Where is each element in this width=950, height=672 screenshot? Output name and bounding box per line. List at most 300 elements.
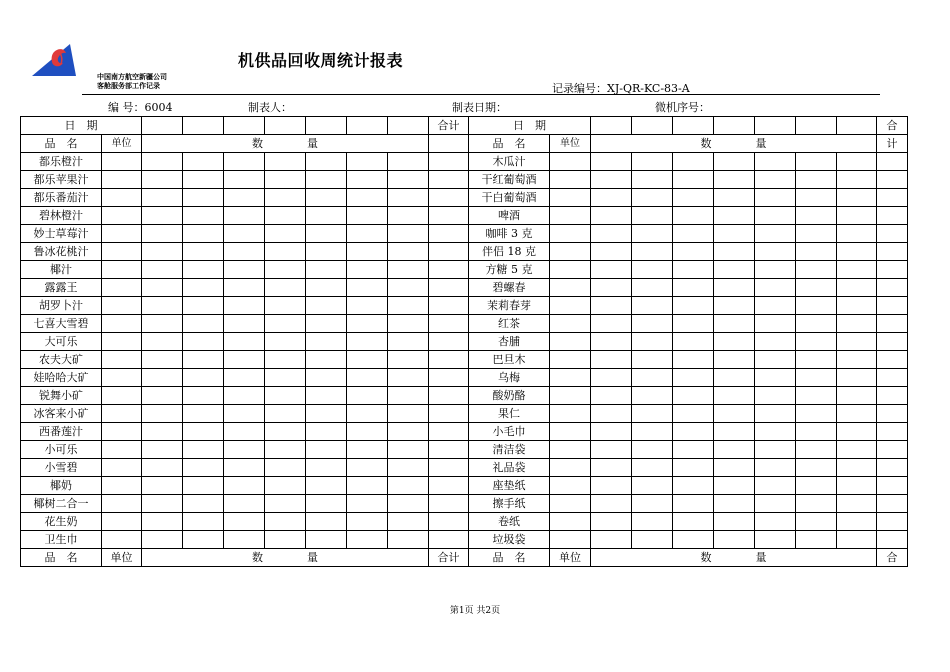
quantity-cell[interactable] — [591, 315, 632, 333]
quantity-cell[interactable] — [796, 513, 837, 531]
quantity-cell[interactable] — [347, 387, 388, 405]
quantity-cell[interactable] — [224, 243, 265, 261]
quantity-cell[interactable] — [347, 171, 388, 189]
unit-cell[interactable] — [550, 459, 591, 477]
quantity-cell[interactable] — [755, 495, 796, 513]
total-cell[interactable] — [877, 369, 908, 387]
quantity-cell[interactable] — [796, 423, 837, 441]
unit-cell[interactable] — [550, 189, 591, 207]
quantity-cell[interactable] — [347, 279, 388, 297]
quantity-cell[interactable] — [142, 279, 183, 297]
quantity-cell[interactable] — [632, 351, 673, 369]
quantity-cell[interactable] — [755, 441, 796, 459]
quantity-cell[interactable] — [796, 243, 837, 261]
quantity-cell[interactable] — [632, 297, 673, 315]
quantity-cell[interactable] — [714, 369, 755, 387]
quantity-cell[interactable] — [796, 207, 837, 225]
quantity-cell[interactable] — [673, 297, 714, 315]
quantity-cell[interactable] — [224, 297, 265, 315]
unit-cell[interactable] — [550, 315, 591, 333]
quantity-cell[interactable] — [796, 351, 837, 369]
quantity-cell[interactable] — [306, 279, 347, 297]
quantity-cell[interactable] — [632, 207, 673, 225]
unit-cell[interactable] — [102, 513, 142, 531]
quantity-cell[interactable] — [837, 171, 877, 189]
quantity-cell[interactable] — [632, 387, 673, 405]
total-cell[interactable] — [877, 261, 908, 279]
unit-cell[interactable] — [102, 189, 142, 207]
quantity-cell[interactable] — [837, 441, 877, 459]
quantity-cell[interactable] — [837, 243, 877, 261]
quantity-cell[interactable] — [183, 369, 224, 387]
quantity-cell[interactable] — [265, 225, 306, 243]
quantity-cell[interactable] — [632, 423, 673, 441]
quantity-cell[interactable] — [306, 513, 347, 531]
quantity-cell[interactable] — [796, 459, 837, 477]
quantity-cell[interactable] — [265, 315, 306, 333]
quantity-cell[interactable] — [714, 189, 755, 207]
quantity-cell[interactable] — [224, 459, 265, 477]
quantity-cell[interactable] — [388, 153, 429, 171]
quantity-cell[interactable] — [632, 531, 673, 549]
quantity-cell[interactable] — [714, 333, 755, 351]
quantity-cell[interactable] — [265, 189, 306, 207]
quantity-cell[interactable] — [183, 423, 224, 441]
total-cell[interactable] — [877, 279, 908, 297]
quantity-cell[interactable] — [347, 297, 388, 315]
quantity-cell[interactable] — [591, 423, 632, 441]
quantity-cell[interactable] — [265, 441, 306, 459]
quantity-cell[interactable] — [837, 477, 877, 495]
quantity-cell[interactable] — [632, 369, 673, 387]
quantity-cell[interactable] — [673, 261, 714, 279]
quantity-cell[interactable] — [142, 171, 183, 189]
quantity-cell[interactable] — [714, 207, 755, 225]
quantity-cell[interactable] — [347, 243, 388, 261]
quantity-cell[interactable] — [142, 513, 183, 531]
quantity-cell[interactable] — [388, 297, 429, 315]
quantity-cell[interactable] — [673, 171, 714, 189]
quantity-cell[interactable] — [224, 441, 265, 459]
quantity-cell[interactable] — [673, 315, 714, 333]
quantity-cell[interactable] — [796, 369, 837, 387]
total-cell[interactable] — [877, 153, 908, 171]
quantity-cell[interactable] — [265, 459, 306, 477]
quantity-cell[interactable] — [591, 297, 632, 315]
unit-cell[interactable] — [550, 495, 591, 513]
quantity-cell[interactable] — [347, 189, 388, 207]
total-cell[interactable] — [877, 333, 908, 351]
quantity-cell[interactable] — [306, 387, 347, 405]
quantity-cell[interactable] — [796, 261, 837, 279]
unit-cell[interactable] — [550, 477, 591, 495]
quantity-cell[interactable] — [591, 243, 632, 261]
total-cell[interactable] — [429, 153, 469, 171]
date-cell[interactable] — [347, 117, 388, 135]
total-cell[interactable] — [429, 261, 469, 279]
quantity-cell[interactable] — [755, 189, 796, 207]
quantity-cell[interactable] — [632, 225, 673, 243]
unit-cell[interactable] — [102, 261, 142, 279]
quantity-cell[interactable] — [388, 423, 429, 441]
total-cell[interactable] — [429, 531, 469, 549]
total-cell[interactable] — [429, 279, 469, 297]
total-cell[interactable] — [877, 189, 908, 207]
quantity-cell[interactable] — [142, 153, 183, 171]
quantity-cell[interactable] — [265, 171, 306, 189]
quantity-cell[interactable] — [183, 297, 224, 315]
quantity-cell[interactable] — [183, 189, 224, 207]
quantity-cell[interactable] — [591, 459, 632, 477]
quantity-cell[interactable] — [183, 477, 224, 495]
quantity-cell[interactable] — [837, 423, 877, 441]
quantity-cell[interactable] — [265, 387, 306, 405]
quantity-cell[interactable] — [388, 351, 429, 369]
quantity-cell[interactable] — [755, 351, 796, 369]
total-cell[interactable] — [877, 243, 908, 261]
date-cell[interactable] — [142, 117, 183, 135]
quantity-cell[interactable] — [837, 189, 877, 207]
quantity-cell[interactable] — [388, 387, 429, 405]
quantity-cell[interactable] — [306, 423, 347, 441]
unit-cell[interactable] — [550, 531, 591, 549]
quantity-cell[interactable] — [755, 153, 796, 171]
quantity-cell[interactable] — [347, 369, 388, 387]
quantity-cell[interactable] — [632, 153, 673, 171]
quantity-cell[interactable] — [347, 513, 388, 531]
quantity-cell[interactable] — [796, 171, 837, 189]
quantity-cell[interactable] — [224, 387, 265, 405]
unit-cell[interactable] — [550, 243, 591, 261]
total-cell[interactable] — [877, 441, 908, 459]
quantity-cell[interactable] — [265, 513, 306, 531]
quantity-cell[interactable] — [265, 531, 306, 549]
quantity-cell[interactable] — [224, 477, 265, 495]
quantity-cell[interactable] — [388, 495, 429, 513]
total-cell[interactable] — [877, 477, 908, 495]
quantity-cell[interactable] — [347, 207, 388, 225]
unit-cell[interactable] — [102, 495, 142, 513]
total-cell[interactable] — [877, 387, 908, 405]
quantity-cell[interactable] — [591, 189, 632, 207]
quantity-cell[interactable] — [673, 441, 714, 459]
quantity-cell[interactable] — [837, 261, 877, 279]
quantity-cell[interactable] — [632, 405, 673, 423]
quantity-cell[interactable] — [714, 315, 755, 333]
quantity-cell[interactable] — [142, 243, 183, 261]
quantity-cell[interactable] — [796, 531, 837, 549]
quantity-cell[interactable] — [673, 225, 714, 243]
total-cell[interactable] — [429, 297, 469, 315]
quantity-cell[interactable] — [183, 531, 224, 549]
quantity-cell[interactable] — [755, 243, 796, 261]
quantity-cell[interactable] — [714, 477, 755, 495]
quantity-cell[interactable] — [591, 441, 632, 459]
unit-cell[interactable] — [102, 153, 142, 171]
quantity-cell[interactable] — [183, 279, 224, 297]
quantity-cell[interactable] — [306, 225, 347, 243]
quantity-cell[interactable] — [388, 333, 429, 351]
quantity-cell[interactable] — [388, 225, 429, 243]
total-cell[interactable] — [429, 333, 469, 351]
quantity-cell[interactable] — [673, 477, 714, 495]
date-cell[interactable] — [183, 117, 224, 135]
quantity-cell[interactable] — [755, 423, 796, 441]
quantity-cell[interactable] — [142, 333, 183, 351]
quantity-cell[interactable] — [183, 351, 224, 369]
quantity-cell[interactable] — [755, 279, 796, 297]
quantity-cell[interactable] — [714, 297, 755, 315]
quantity-cell[interactable] — [224, 225, 265, 243]
quantity-cell[interactable] — [306, 459, 347, 477]
unit-cell[interactable] — [550, 333, 591, 351]
quantity-cell[interactable] — [265, 261, 306, 279]
quantity-cell[interactable] — [142, 297, 183, 315]
quantity-cell[interactable] — [142, 189, 183, 207]
quantity-cell[interactable] — [714, 423, 755, 441]
quantity-cell[interactable] — [142, 261, 183, 279]
quantity-cell[interactable] — [224, 531, 265, 549]
quantity-cell[interactable] — [591, 261, 632, 279]
quantity-cell[interactable] — [142, 315, 183, 333]
quantity-cell[interactable] — [183, 207, 224, 225]
quantity-cell[interactable] — [673, 495, 714, 513]
quantity-cell[interactable] — [347, 315, 388, 333]
quantity-cell[interactable] — [837, 495, 877, 513]
quantity-cell[interactable] — [714, 459, 755, 477]
date-cell[interactable] — [632, 117, 673, 135]
quantity-cell[interactable] — [796, 189, 837, 207]
quantity-cell[interactable] — [632, 333, 673, 351]
quantity-cell[interactable] — [632, 243, 673, 261]
quantity-cell[interactable] — [632, 171, 673, 189]
quantity-cell[interactable] — [755, 225, 796, 243]
quantity-cell[interactable] — [388, 369, 429, 387]
unit-cell[interactable] — [550, 297, 591, 315]
quantity-cell[interactable] — [755, 207, 796, 225]
unit-cell[interactable] — [550, 225, 591, 243]
quantity-cell[interactable] — [837, 153, 877, 171]
quantity-cell[interactable] — [306, 153, 347, 171]
quantity-cell[interactable] — [265, 351, 306, 369]
quantity-cell[interactable] — [796, 333, 837, 351]
quantity-cell[interactable] — [142, 495, 183, 513]
quantity-cell[interactable] — [673, 531, 714, 549]
quantity-cell[interactable] — [306, 189, 347, 207]
quantity-cell[interactable] — [224, 189, 265, 207]
quantity-cell[interactable] — [306, 495, 347, 513]
quantity-cell[interactable] — [224, 405, 265, 423]
unit-cell[interactable] — [550, 351, 591, 369]
quantity-cell[interactable] — [265, 369, 306, 387]
date-cell[interactable] — [306, 117, 347, 135]
total-cell[interactable] — [429, 477, 469, 495]
quantity-cell[interactable] — [224, 369, 265, 387]
quantity-cell[interactable] — [265, 243, 306, 261]
total-cell[interactable] — [429, 405, 469, 423]
quantity-cell[interactable] — [224, 495, 265, 513]
quantity-cell[interactable] — [388, 531, 429, 549]
quantity-cell[interactable] — [714, 513, 755, 531]
quantity-cell[interactable] — [837, 279, 877, 297]
unit-cell[interactable] — [102, 351, 142, 369]
quantity-cell[interactable] — [265, 279, 306, 297]
quantity-cell[interactable] — [388, 171, 429, 189]
quantity-cell[interactable] — [755, 477, 796, 495]
quantity-cell[interactable] — [142, 207, 183, 225]
quantity-cell[interactable] — [632, 513, 673, 531]
quantity-cell[interactable] — [714, 531, 755, 549]
total-cell[interactable] — [429, 513, 469, 531]
quantity-cell[interactable] — [755, 405, 796, 423]
total-cell[interactable] — [877, 297, 908, 315]
quantity-cell[interactable] — [347, 441, 388, 459]
quantity-cell[interactable] — [306, 207, 347, 225]
quantity-cell[interactable] — [347, 351, 388, 369]
quantity-cell[interactable] — [796, 297, 837, 315]
quantity-cell[interactable] — [347, 153, 388, 171]
quantity-cell[interactable] — [837, 387, 877, 405]
total-cell[interactable] — [877, 207, 908, 225]
total-cell[interactable] — [429, 207, 469, 225]
quantity-cell[interactable] — [388, 477, 429, 495]
quantity-cell[interactable] — [591, 387, 632, 405]
quantity-cell[interactable] — [591, 225, 632, 243]
quantity-cell[interactable] — [183, 171, 224, 189]
quantity-cell[interactable] — [632, 441, 673, 459]
quantity-cell[interactable] — [224, 315, 265, 333]
unit-cell[interactable] — [102, 423, 142, 441]
quantity-cell[interactable] — [388, 243, 429, 261]
quantity-cell[interactable] — [306, 333, 347, 351]
unit-cell[interactable] — [550, 207, 591, 225]
quantity-cell[interactable] — [673, 243, 714, 261]
quantity-cell[interactable] — [142, 405, 183, 423]
quantity-cell[interactable] — [224, 279, 265, 297]
quantity-cell[interactable] — [183, 225, 224, 243]
total-cell[interactable] — [877, 315, 908, 333]
quantity-cell[interactable] — [632, 279, 673, 297]
total-cell[interactable] — [877, 351, 908, 369]
total-cell[interactable] — [877, 531, 908, 549]
unit-cell[interactable] — [550, 153, 591, 171]
quantity-cell[interactable] — [837, 225, 877, 243]
unit-cell[interactable] — [102, 405, 142, 423]
quantity-cell[interactable] — [755, 369, 796, 387]
total-cell[interactable] — [877, 495, 908, 513]
quantity-cell[interactable] — [142, 351, 183, 369]
total-cell[interactable] — [429, 243, 469, 261]
quantity-cell[interactable] — [632, 315, 673, 333]
total-cell[interactable] — [429, 369, 469, 387]
quantity-cell[interactable] — [714, 261, 755, 279]
quantity-cell[interactable] — [183, 459, 224, 477]
quantity-cell[interactable] — [591, 495, 632, 513]
quantity-cell[interactable] — [306, 477, 347, 495]
unit-cell[interactable] — [550, 423, 591, 441]
quantity-cell[interactable] — [183, 153, 224, 171]
quantity-cell[interactable] — [142, 441, 183, 459]
quantity-cell[interactable] — [837, 297, 877, 315]
quantity-cell[interactable] — [265, 495, 306, 513]
unit-cell[interactable] — [102, 297, 142, 315]
quantity-cell[interactable] — [591, 153, 632, 171]
quantity-cell[interactable] — [755, 387, 796, 405]
quantity-cell[interactable] — [755, 171, 796, 189]
quantity-cell[interactable] — [591, 333, 632, 351]
quantity-cell[interactable] — [347, 261, 388, 279]
unit-cell[interactable] — [102, 315, 142, 333]
quantity-cell[interactable] — [837, 315, 877, 333]
quantity-cell[interactable] — [837, 333, 877, 351]
unit-cell[interactable] — [550, 441, 591, 459]
quantity-cell[interactable] — [673, 153, 714, 171]
quantity-cell[interactable] — [837, 405, 877, 423]
quantity-cell[interactable] — [796, 387, 837, 405]
quantity-cell[interactable] — [673, 423, 714, 441]
quantity-cell[interactable] — [224, 351, 265, 369]
quantity-cell[interactable] — [837, 369, 877, 387]
quantity-cell[interactable] — [714, 243, 755, 261]
unit-cell[interactable] — [102, 441, 142, 459]
quantity-cell[interactable] — [755, 297, 796, 315]
quantity-cell[interactable] — [142, 225, 183, 243]
unit-cell[interactable] — [102, 531, 142, 549]
date-cell[interactable] — [673, 117, 714, 135]
quantity-cell[interactable] — [142, 531, 183, 549]
quantity-cell[interactable] — [265, 153, 306, 171]
quantity-cell[interactable] — [142, 369, 183, 387]
quantity-cell[interactable] — [306, 351, 347, 369]
quantity-cell[interactable] — [837, 513, 877, 531]
quantity-cell[interactable] — [306, 297, 347, 315]
quantity-cell[interactable] — [388, 189, 429, 207]
quantity-cell[interactable] — [265, 207, 306, 225]
quantity-cell[interactable] — [224, 153, 265, 171]
quantity-cell[interactable] — [306, 441, 347, 459]
quantity-cell[interactable] — [673, 333, 714, 351]
quantity-cell[interactable] — [632, 459, 673, 477]
quantity-cell[interactable] — [265, 405, 306, 423]
quantity-cell[interactable] — [347, 459, 388, 477]
total-cell[interactable] — [429, 495, 469, 513]
quantity-cell[interactable] — [632, 477, 673, 495]
unit-cell[interactable] — [102, 477, 142, 495]
quantity-cell[interactable] — [673, 405, 714, 423]
quantity-cell[interactable] — [306, 531, 347, 549]
quantity-cell[interactable] — [347, 531, 388, 549]
quantity-cell[interactable] — [224, 207, 265, 225]
total-cell[interactable] — [429, 387, 469, 405]
unit-cell[interactable] — [550, 387, 591, 405]
unit-cell[interactable] — [550, 405, 591, 423]
unit-cell[interactable] — [102, 459, 142, 477]
total-cell[interactable] — [877, 171, 908, 189]
quantity-cell[interactable] — [755, 333, 796, 351]
unit-cell[interactable] — [550, 261, 591, 279]
total-cell[interactable] — [877, 405, 908, 423]
quantity-cell[interactable] — [388, 207, 429, 225]
quantity-cell[interactable] — [755, 315, 796, 333]
total-cell[interactable] — [429, 189, 469, 207]
quantity-cell[interactable] — [388, 405, 429, 423]
total-cell[interactable] — [429, 315, 469, 333]
date-cell[interactable] — [755, 117, 796, 135]
quantity-cell[interactable] — [224, 171, 265, 189]
date-cell[interactable] — [837, 117, 877, 135]
date-cell[interactable] — [265, 117, 306, 135]
unit-cell[interactable] — [550, 279, 591, 297]
